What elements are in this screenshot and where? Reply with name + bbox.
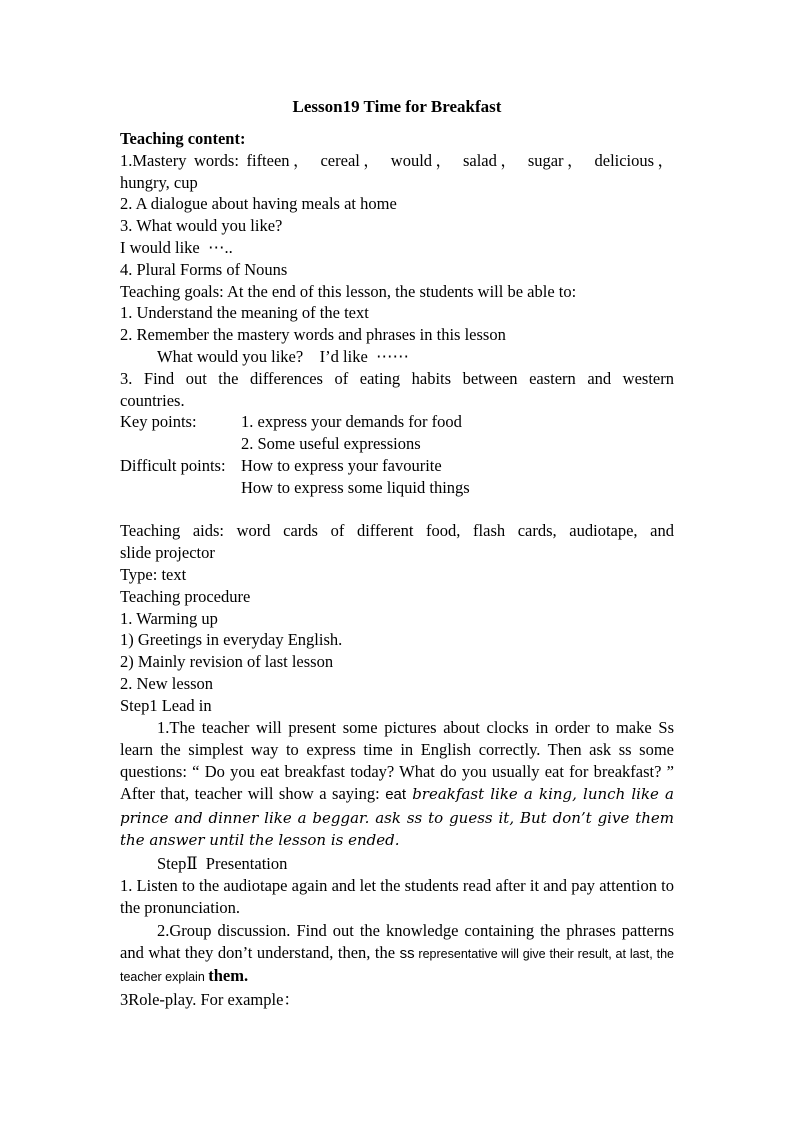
teaching-content-heading: Teaching content:	[120, 129, 246, 148]
teaching-aids-line2: slide projector	[120, 543, 215, 563]
type-line: Type: text	[120, 564, 187, 584]
difficult-points-row	[120, 455, 674, 477]
teaching-aids-line1: Teaching aids: word cards of different food, flash cards, audiotape, and	[120, 521, 674, 541]
step2-item2-ss: ss	[399, 944, 415, 962]
warming-item-greetings: 1) Greetings in everyday English.	[120, 630, 343, 650]
page-title: Lesson19 Time for Breakfast	[292, 97, 502, 116]
content-item-i-would-like: I would like ⋯..	[120, 237, 233, 257]
step2-item1: 1. Listen to the audiotape again and let the students read after it and pay attention to the pronunciation.	[120, 876, 674, 918]
step2-item2-main: 2.Group discussion. Find out the knowledge containing the phrases patterns and what they don’t understand, then, the	[120, 920, 674, 962]
goal-item-phrases: What would you like? I’d like ⋯⋯	[157, 346, 410, 366]
warming-up: 1. Warming up	[120, 608, 218, 628]
procedure-heading: Teaching procedure	[120, 586, 251, 606]
content-item-mastery-words-cont: hungry, cup	[120, 172, 198, 192]
content-item-mastery-words: 1.Mastery words: fifteen， cereal， would， salad， sugar， delicious，	[120, 150, 674, 170]
step1-paragraph	[120, 717, 674, 852]
key-points-label: Key points:	[120, 412, 197, 432]
difficult-point-2: How to express some liquid things	[241, 477, 470, 497]
teaching-goals-intro: Teaching goals: At the end of this lesson, the students will be able to:	[120, 281, 577, 301]
step1-heading: Step1 Lead in	[120, 695, 212, 715]
difficult-points-label: Difficult points:	[120, 455, 226, 475]
key-points-row	[120, 411, 674, 433]
goal-item-understand: 1. Understand the meaning of the text	[120, 303, 369, 323]
content-item-what-would-you-like: 3. What would you like?	[120, 216, 283, 236]
step1-intro-text: 1.The teacher will present some pictures about clocks in order to make Ss learn the simplest way to express time in English correctly. Then ask ss some questions: “ Do you eat breakfast today? What do you usually eat for breakfast? ” After that, teacher will show a saying:	[120, 717, 674, 804]
goal-item-differences: 3. Find out the differences of eating habits between eastern and western	[120, 368, 674, 388]
step2-item2	[120, 920, 674, 989]
goal-item-remember: 2. Remember the mastery words and phrases in this lesson	[120, 325, 506, 345]
blank-line	[120, 499, 674, 521]
step2-item2-end: them.	[208, 966, 249, 986]
new-lesson: 2. New lesson	[120, 673, 214, 693]
step1-saying-text: breakfast like a king, lunch like a prince and dinner like a beggar. ask ss to guess it, But don’t give them the answer until the lesson is ended.	[120, 785, 675, 849]
warming-item-revision: 2) Mainly revision of last lesson	[120, 652, 334, 672]
content-item-dialogue: 2. A dialogue about having meals at home	[120, 194, 397, 214]
step2-item2-small: representative will give their result, at last, the teacher explain	[120, 946, 674, 985]
document-page	[120, 96, 674, 1010]
key-point-2: 2. Some useful expressions	[241, 434, 421, 454]
content-item-plural-forms: 4. Plural Forms of Nouns	[120, 259, 288, 279]
step1-eat-text: eat	[385, 786, 407, 804]
difficult-point-1: How to express your favourite	[241, 455, 442, 475]
step2-heading: StepⅡ Presentation	[157, 854, 288, 874]
goal-item-differences-cont: countries.	[120, 390, 185, 410]
step2-item3: 3Role-play. For example：	[120, 989, 300, 1009]
key-point-1: 1. express your demands for food	[241, 412, 462, 432]
